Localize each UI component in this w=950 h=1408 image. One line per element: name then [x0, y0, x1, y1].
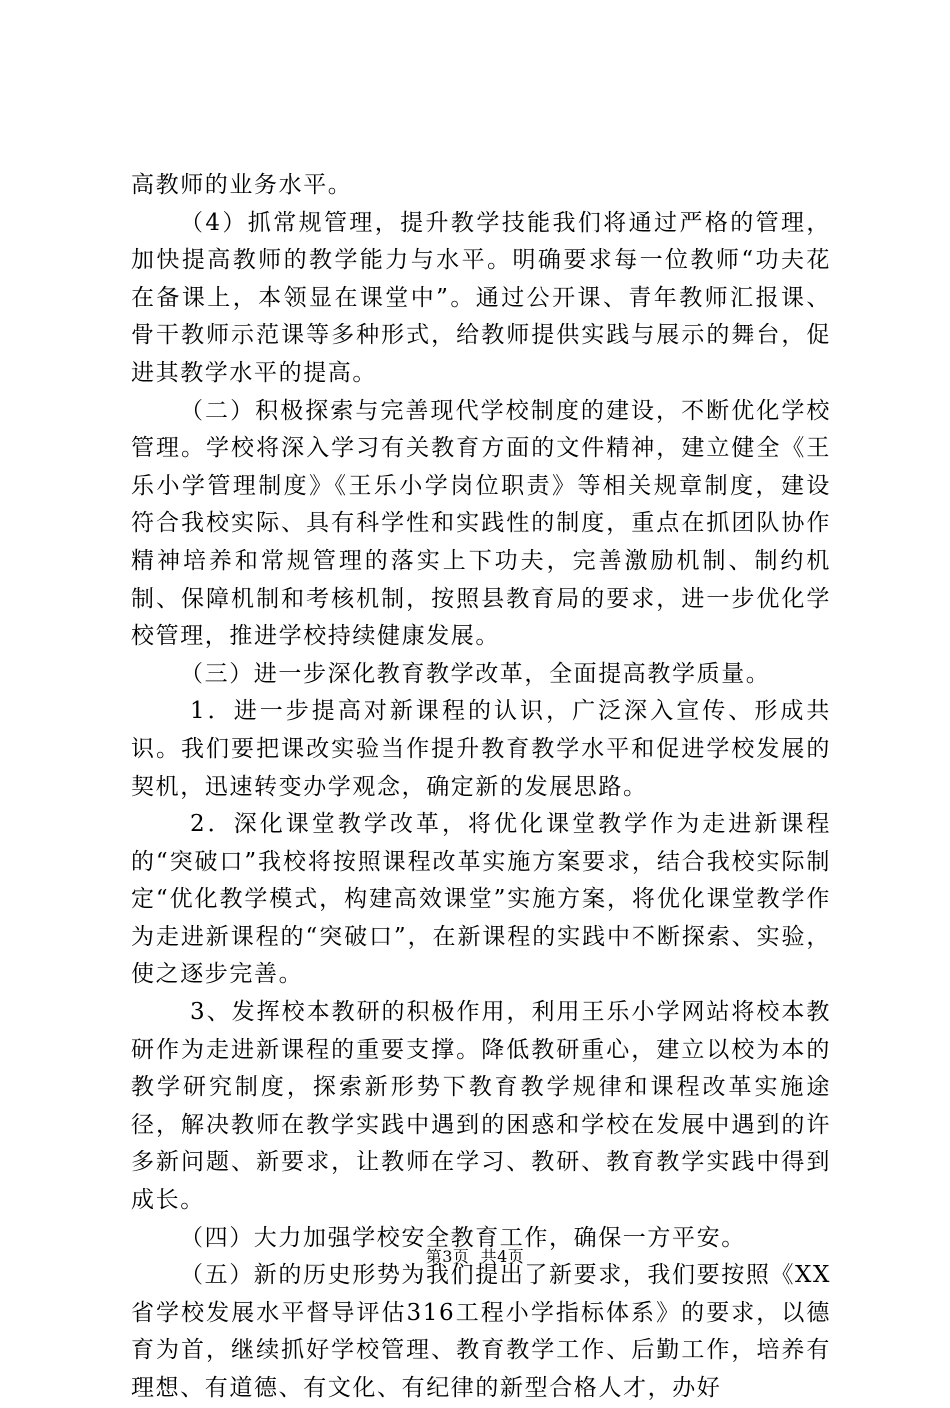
paragraph-item-2: 2．深化课堂教学改革，将优化课堂教学作为走进新课程的“突破口”我校将按照课程改革实施方案要求，结合我校实际制定“优化教学模式，构建高效课堂”实施方案，将优化课堂教学作为走进新课程的“突破口”，在新课程的实践中不断探索、实验，使之逐步完善。 — [131, 811, 831, 988]
document-body — [131, 167, 831, 1408]
paragraph-continuation: 高教师的业务水平。 — [131, 172, 353, 198]
paragraph-school-system: （二）积极探索与完善现代学校制度的建设，不断优化学校管理。学校将深入学习有关教育方面的文件精神，建立健全《王乐小学管理制度》《王乐小学岗位职责》等相关规章制度，建设符合我校实际、具有科学性和实践性的制度，重点在抓团队协作精神培养和常规管理的落实上下功夫，完善激励机制、制约机制、保障机制和考核机制，按照县教育局的要求，进一步优化学校管理，推进学校持续健康发展。 — [131, 397, 831, 650]
paragraph-new-requirements: （五）新的历史形势为我们提出了新要求，我们要按照《XX省学校发展水平督导评估316工程小学指标体系》的要求，以德育为首，继续抓好学校管理、教育教学工作、后勤工作，培养有理想、有道德、有文化、有纪律的新型合格人才，办好 — [131, 1262, 831, 1401]
paragraph-reform-heading: （三）进一步深化教育教学改革，全面提高教学质量。 — [180, 660, 771, 687]
page-footer — [0, 1244, 950, 1267]
page-number: 第3页 共4页 — [425, 1247, 525, 1266]
paragraph-item-3: 3、发挥校本教研的积极作用，利用王乐小学网站将校本教研作为走进新课程的重要支撑。降低教研重心，建立以校为本的教学研究制度，探索新形势下教育教学规律和课程改革实施途径，解决教师在教学实践中遇到的困惑和学校在发展中遇到的许多新问题、新要求，让教师在学习、教研、教育教学实践中得到成长。 — [131, 999, 831, 1214]
paragraph-routine-management: （4）抓常规管理，提升教学技能我们将通过严格的管理，加快提高教师的教学能力与水平。明确要求每一位教师“功夫花在备课上，本领显在课堂中”。通过公开课、青年教师汇报课、骨干教师示范课等多种形式，给教师提供实践与展示的舞台，促进其教学水平的提高。 — [131, 209, 831, 386]
paragraph-item-1: 1．进一步提高对新课程的认识，广泛深入宣传、形成共识。我们要把课改实验当作提升教育教学水平和促进学校发展的契机，迅速转变办学观念，确定新的发展思路。 — [131, 698, 831, 800]
paragraph-safety: （四）大力加强学校安全教育工作，确保一方平安。 — [180, 1224, 746, 1251]
